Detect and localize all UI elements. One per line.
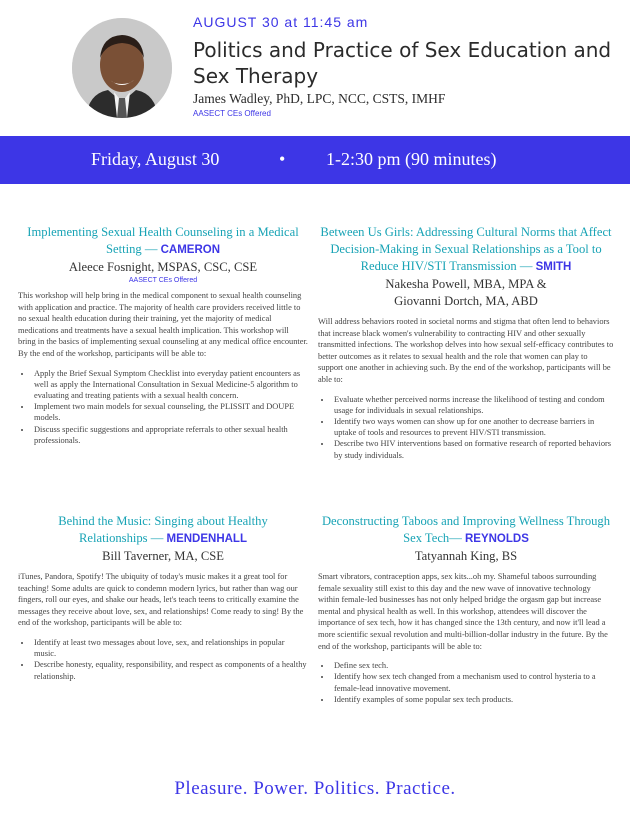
session-title-text: Behind the Music: Singing about Healthy Relationships — — [58, 514, 268, 545]
objective-item: • Implement two main models for sexual counseling, the PLISSIT and DOUPE models. — [32, 401, 308, 423]
footer-tagline: Pleasure. Power. Politics. Practice. — [174, 778, 456, 799]
objective-item: • Identify two ways women can show up for one another to decrease barriers in uptake of tools and resources to prevent HIV/STI transmission. — [332, 416, 614, 438]
session-room: CAMERON — [160, 244, 220, 256]
session-title-text: Implementing Sexual Health Counseling in a Medical Setting — — [27, 225, 299, 256]
session-room: MENDENHALL — [166, 533, 247, 545]
objective-item: • Identify examples of some popular sex tech products. — [332, 694, 614, 705]
session-title-text: Between Us Girls: Addressing Cultural Norms that Affect Decision-Making in Sexual Relationships as a Tool to Reduce HIV/STI Transmission — — [320, 225, 612, 273]
person-portrait-image — [72, 18, 172, 118]
session-description: Will address behaviors rooted in societal norms and stigma that often lend to behaviors that increase black women's vulnerability to contracting HIV and other sexually transmitted infections. The workshop delves into how sexual self-efficacy contributes to better outcomes as it relates to sexual health and the role that women can play to support one another in achieving such. By the end of the workshop, participants will be able to: — [318, 317, 614, 384]
session-card — [318, 224, 614, 461]
session-title — [318, 513, 614, 548]
objective-item: • Define sex tech. — [332, 660, 614, 671]
page-title: Politics and Practice of Sex Education and Sex Therapy — [193, 38, 612, 88]
keynote-presenter: James Wadley, PhD, LPC, NCC, CSTS, IMHF — [193, 91, 446, 106]
banner-time: 1-2:30 pm (90 minutes) — [326, 149, 497, 169]
objective-item: • Evaluate whether perceived norms increase the likelihood of testing and condom usage for individuals in sexual relationships. — [332, 394, 614, 416]
learning-objectives — [18, 368, 308, 446]
banner-separator: • — [279, 149, 286, 169]
session-description: This workshop will help bring in the medical component to sexual health counseling with application and practice. The majority of health care providers received little to no sexual health education during their training, yet the majority of medical medications and treatments have a sexual health implication. This workshop will bring in the basics of implementing sexual counseling at any medical office encounter. By the end of the workshop, participants will be able to: — [18, 291, 308, 358]
session-title — [18, 224, 308, 259]
session-presenter: Nakesha Powell, MBA, MPA & Giovanni Dortch, MA, ABD — [385, 277, 547, 308]
session-date-time: AUGUST 30 at 11:45 am — [193, 14, 369, 30]
objective-item: • Discuss specific suggestions and appropriate referrals to other sexual health professionals. — [32, 424, 308, 446]
banner-day: Friday, August 30 — [91, 149, 220, 169]
session-presenter: Bill Taverner, MA, CSE — [102, 549, 224, 563]
session-room: SMITH — [535, 261, 572, 273]
presenter-portrait — [72, 18, 172, 118]
session-ce-note: AASECT CEs Offered — [128, 277, 198, 284]
ce-note: AASECT CEs Offered — [193, 109, 271, 118]
session-room: REYNOLDS — [464, 533, 529, 545]
objective-item: • Identify at least two messages about love, sex, and relationships in popular music. — [32, 637, 308, 659]
session-description: iTunes, Pandora, Spotify! The ubiquity of today's music makes it a great tool for teaching! Some adults are quick to condemn modern lyrics, but rather than wag our fingers, roll our eyes, and shake our heads, let's teach teens to critically examine the messages they receive about love, sex, and relationships! Come ready to sing! By the end of the workshop, participants will be able to: — [18, 572, 304, 628]
session-presenter: Tatyannah King, BS — [414, 549, 518, 563]
learning-objectives — [18, 637, 308, 682]
session-description: Smart vibrators, contraception apps, sex kits...oh my. Shameful taboos surrounding female sexuality still exist to this day and the new wave of innovative technology within female-led businesses has not only helped bridge the orgasm gap but increase mental and physical health as well. In this workshop, attendees will discover the importance of sex tech, how it has changed since the 13th century, and now it'll lead a more scientific sexual revolution and multi-billion-dollar industry in the future. By the end of the workshop, participants will be able to: — [318, 572, 608, 651]
event-header — [0, 0, 630, 128]
date-banner — [0, 136, 630, 184]
objective-item: • Describe honesty, equality, responsibility, and respect as components of a healthy relationship. — [32, 659, 308, 681]
objective-item: • Apply the Brief Sexual Symptom Checklist into everyday patient encounters as well as apply the International Consultation in Sexual Medicine-5 algorithm to evaluating and treating patients with a sexual health concern. — [32, 368, 308, 402]
session-card — [18, 224, 308, 446]
session-presenter: Aleece Fosnight, MSPAS, CSC, CSE — [68, 260, 258, 274]
session-card — [18, 513, 308, 682]
objective-item: • Identify how sex tech changed from a mechanism used to control hysteria to a female-lead innovative movement. — [332, 671, 614, 693]
session-title — [18, 513, 308, 548]
session-title — [318, 224, 614, 276]
session-title-text: Deconstructing Taboos and Improving Wellness Through Sex Tech— — [321, 514, 611, 545]
learning-objectives — [318, 394, 614, 461]
objective-item: • Describe two HIV interventions based on formative research of reported behaviors by study individuals. — [332, 438, 614, 460]
session-card — [318, 513, 614, 705]
learning-objectives — [318, 660, 614, 705]
